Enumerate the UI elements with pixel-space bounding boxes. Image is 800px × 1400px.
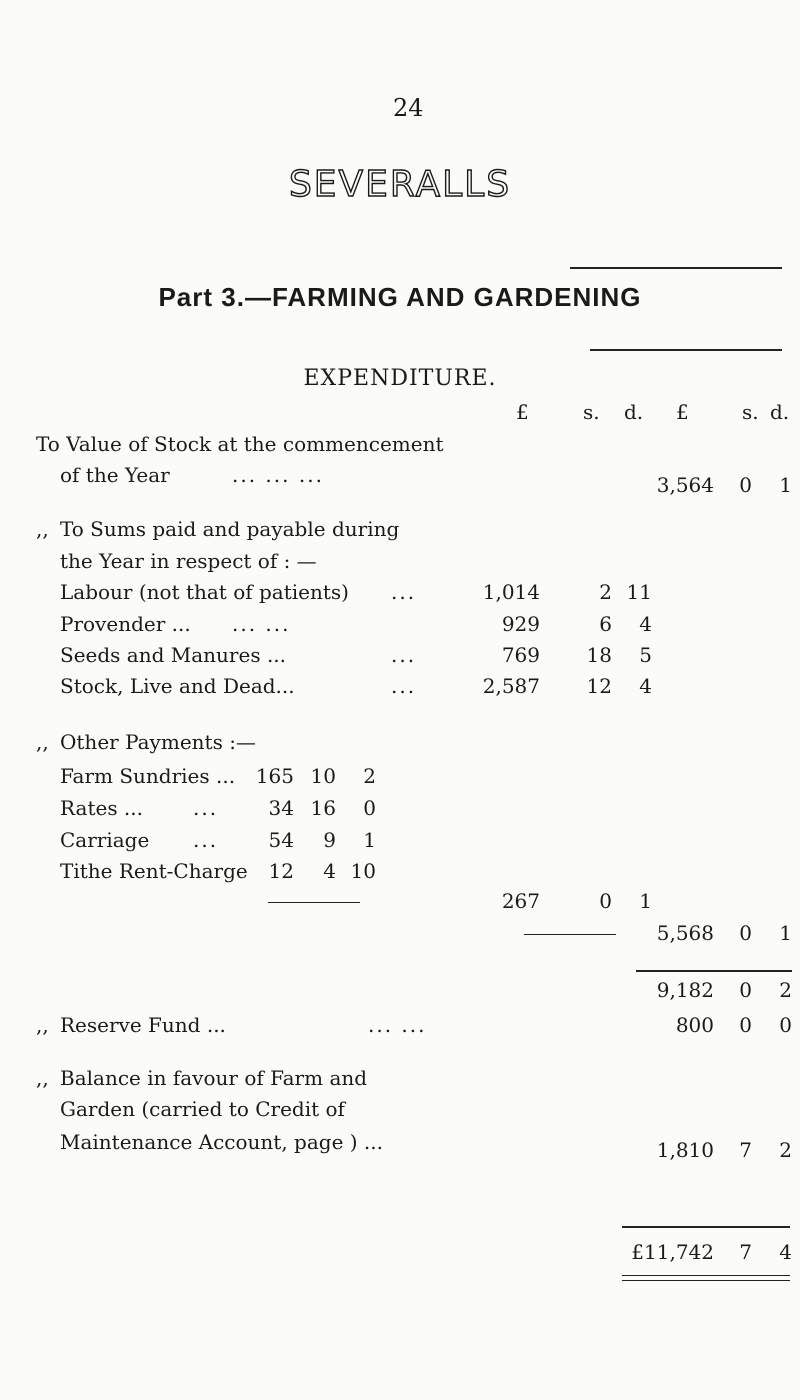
grand-total-double-rule-top <box>622 1275 790 1276</box>
grand-total-rule <box>622 1226 790 1228</box>
page-number: 24 <box>393 94 424 122</box>
grand-total-double-rule-bottom <box>622 1280 790 1281</box>
other-payments-rule <box>268 902 360 903</box>
subtotal-rule <box>636 970 792 972</box>
heading-rule <box>570 267 782 269</box>
part-rule <box>590 349 782 351</box>
payments-total-rule <box>524 934 616 935</box>
section-title: EXPENDITURE. <box>303 366 497 391</box>
institution-heading: SEVERALLS <box>288 164 512 205</box>
part-title: Part 3.—FARMING AND GARDENING <box>158 282 642 312</box>
